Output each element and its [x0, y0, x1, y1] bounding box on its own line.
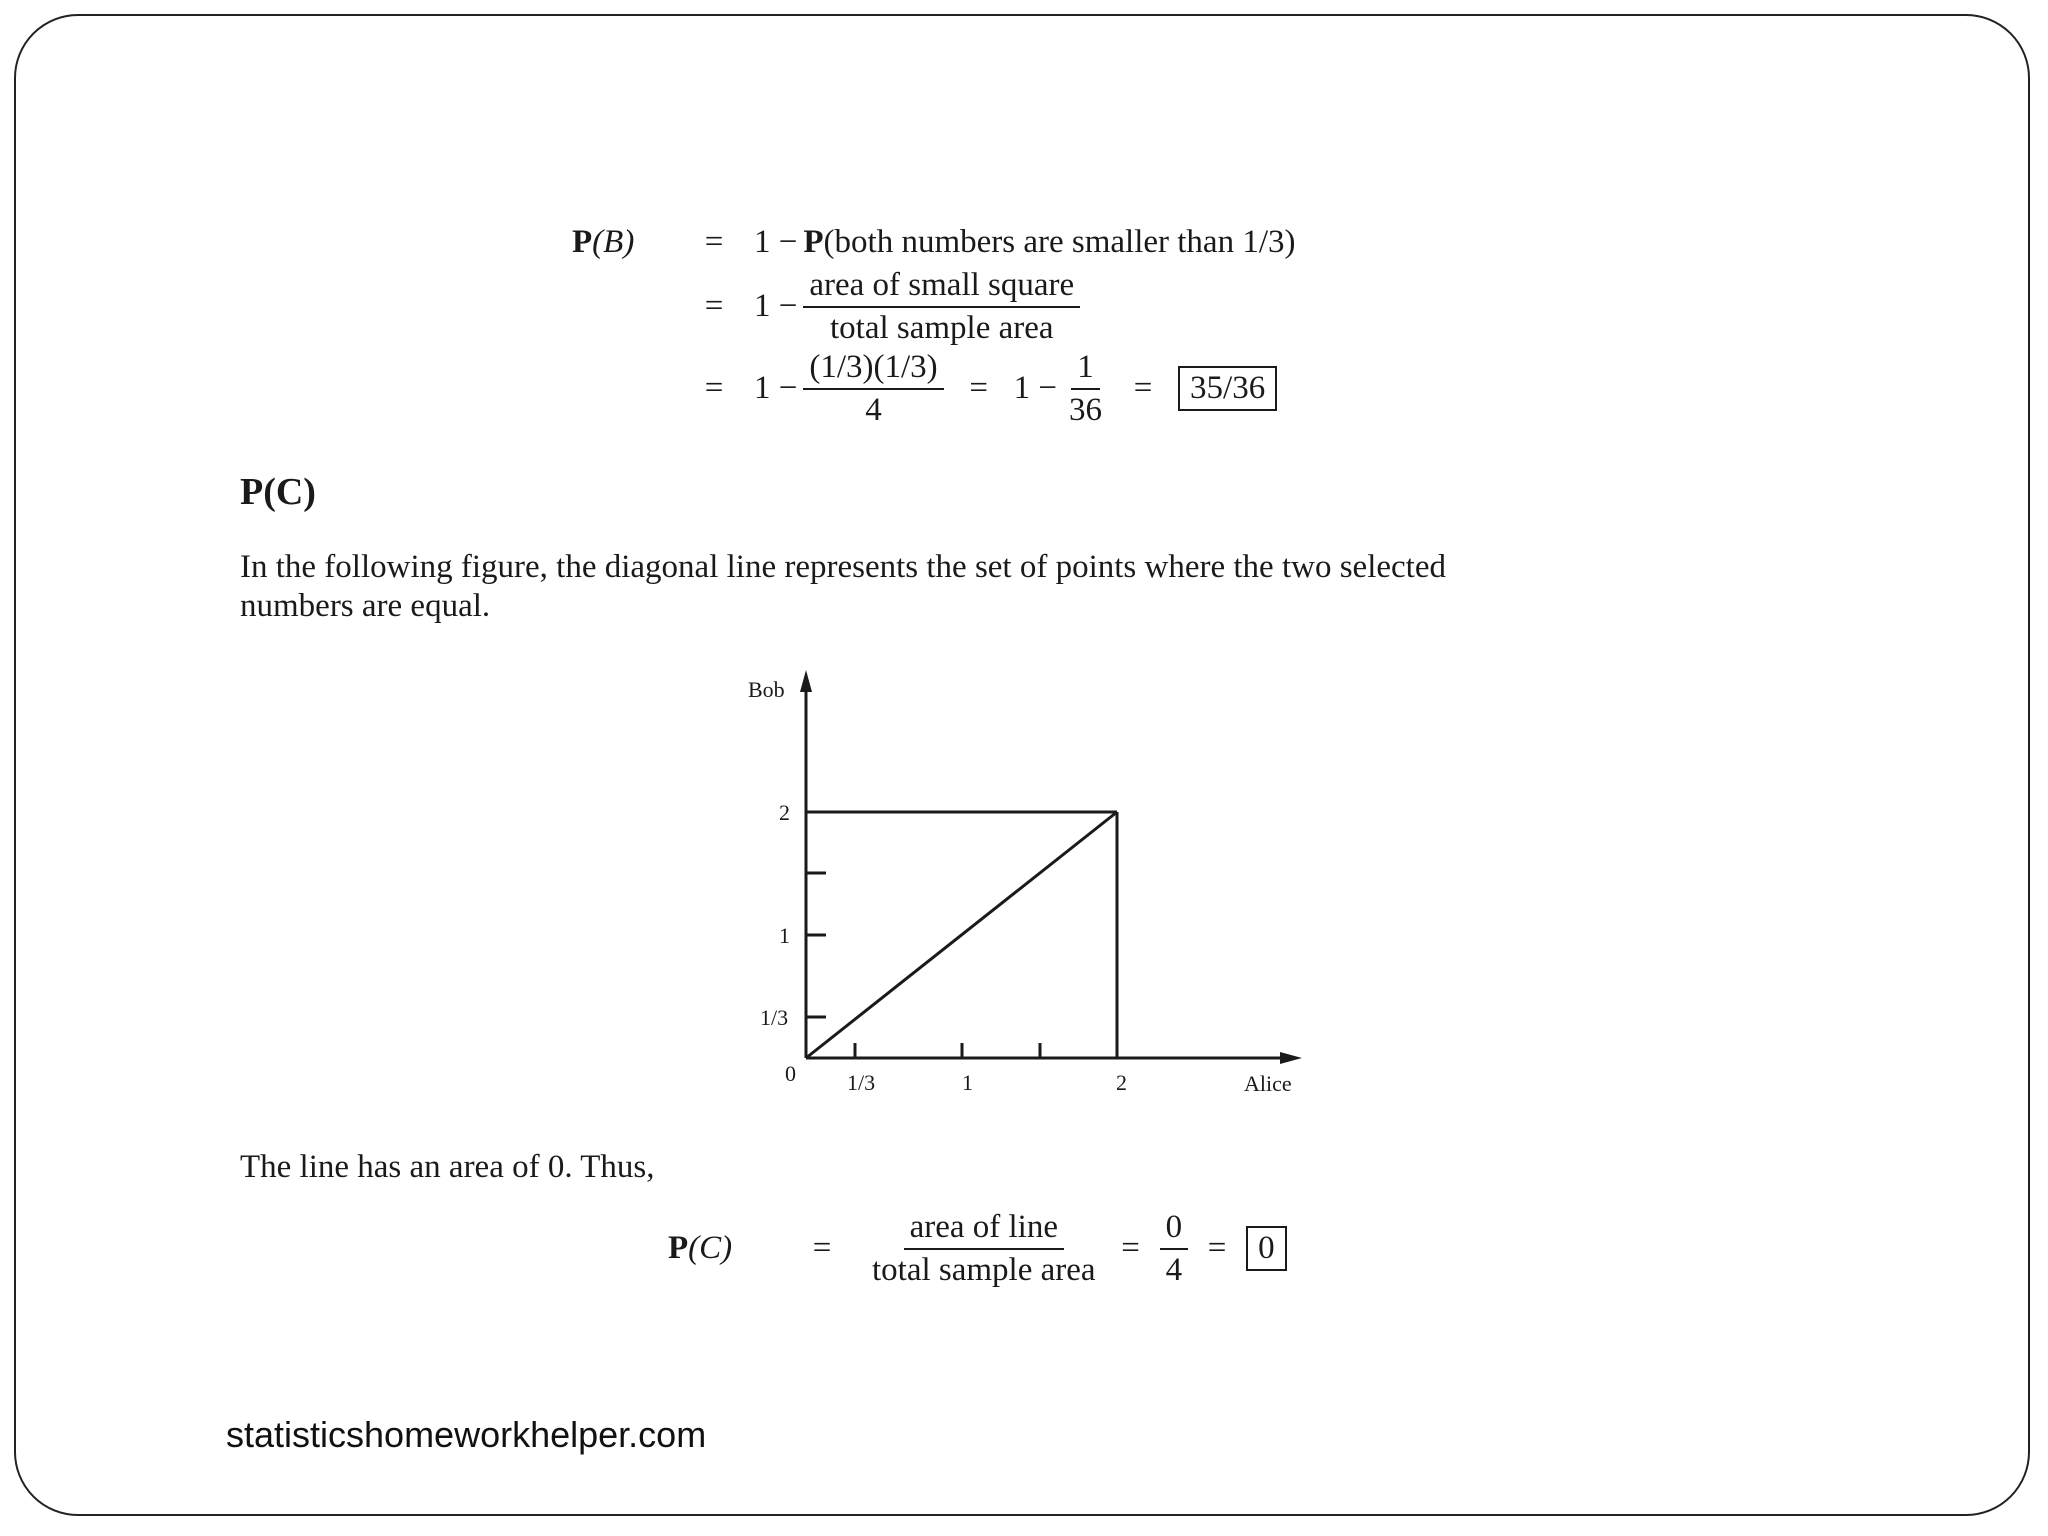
pb-result-box: 35/36 [1178, 366, 1277, 410]
pb-one-minus-3: 1 − [754, 370, 798, 407]
pc-frac-den: total sample area [872, 1251, 1096, 1288]
pc-lhs-var: (C) [688, 1230, 733, 1267]
pb-line1-rest: (both numbers are smaller than 1/3) [823, 224, 1296, 260]
pb-frac3-num: 1 [1071, 350, 1100, 390]
x-axis-arrow-icon [1280, 1052, 1302, 1064]
pb-eq-3: = [704, 370, 724, 407]
pb-one-minus-1: 1 − [754, 224, 798, 260]
pb-one-minus-4: 1 − [1013, 370, 1058, 407]
y-tick-label-2: 2 [779, 800, 790, 825]
pb-eq-4: = [969, 370, 988, 407]
pc-eq-1: = [812, 1230, 832, 1267]
diagonal-equal-line [806, 812, 1117, 1058]
pc-frac2-den: 4 [1165, 1251, 1183, 1288]
pb-frac1-den: total sample area [829, 309, 1054, 346]
pb-eq-1: = [704, 224, 724, 260]
pc-result-box: 0 [1246, 1226, 1287, 1270]
x-tick-label-1: 1 [962, 1070, 973, 1095]
pc-lhs-prefix: P [668, 1230, 689, 1267]
pb-lhs-var: (B) [592, 224, 635, 260]
pb-frac2-num: (1/3)(1/3) [803, 350, 943, 390]
pc-eq-3: = [1207, 1230, 1227, 1267]
pc-section-heading: P(C) [240, 471, 316, 513]
pc-equation [668, 1210, 1287, 1287]
pc-frac-num: area of line [904, 1210, 1064, 1250]
conclusion-text: The line has an area of 0. Thus, [240, 1149, 655, 1185]
pc-lhs [668, 1230, 778, 1267]
x-tick-label-1-3: 1/3 [847, 1070, 876, 1095]
pc-fraction-zero [1160, 1210, 1189, 1287]
pb-lhs-prefix: P [572, 224, 593, 260]
pb-frac1-num: area of small square [803, 268, 1080, 308]
pc-fraction-line [866, 1210, 1102, 1287]
origin-label: 0 [785, 1061, 796, 1086]
y-tick-label-1-3: 1/3 [760, 1005, 789, 1030]
pb-eq-2: = [704, 288, 724, 325]
pc-paragraph-line-2: numbers are equal. [240, 588, 491, 624]
x-axis-label: Alice [1244, 1071, 1292, 1096]
pc-eq-2: = [1121, 1230, 1140, 1267]
pb-frac2-den: 4 [865, 391, 882, 428]
pb-one-minus-2: 1 − [754, 288, 798, 325]
x-tick-label-2: 2 [1116, 1070, 1127, 1095]
pc-frac2-num: 0 [1160, 1210, 1189, 1250]
pb-frac3-den: 36 [1069, 391, 1103, 428]
pc-paragraph-line-1: In the following figure, the diagonal line represents the set of points where the two selected [240, 549, 1446, 585]
y-axis-label: Bob [748, 677, 785, 702]
footer-url: statisticshomeworkhelper.com [226, 1414, 707, 1455]
y-axis-arrow-icon [800, 670, 812, 692]
y-tick-label-1: 1 [779, 923, 790, 948]
pb-line1-p: P [803, 224, 824, 260]
pb-eq-5: = [1133, 370, 1153, 407]
